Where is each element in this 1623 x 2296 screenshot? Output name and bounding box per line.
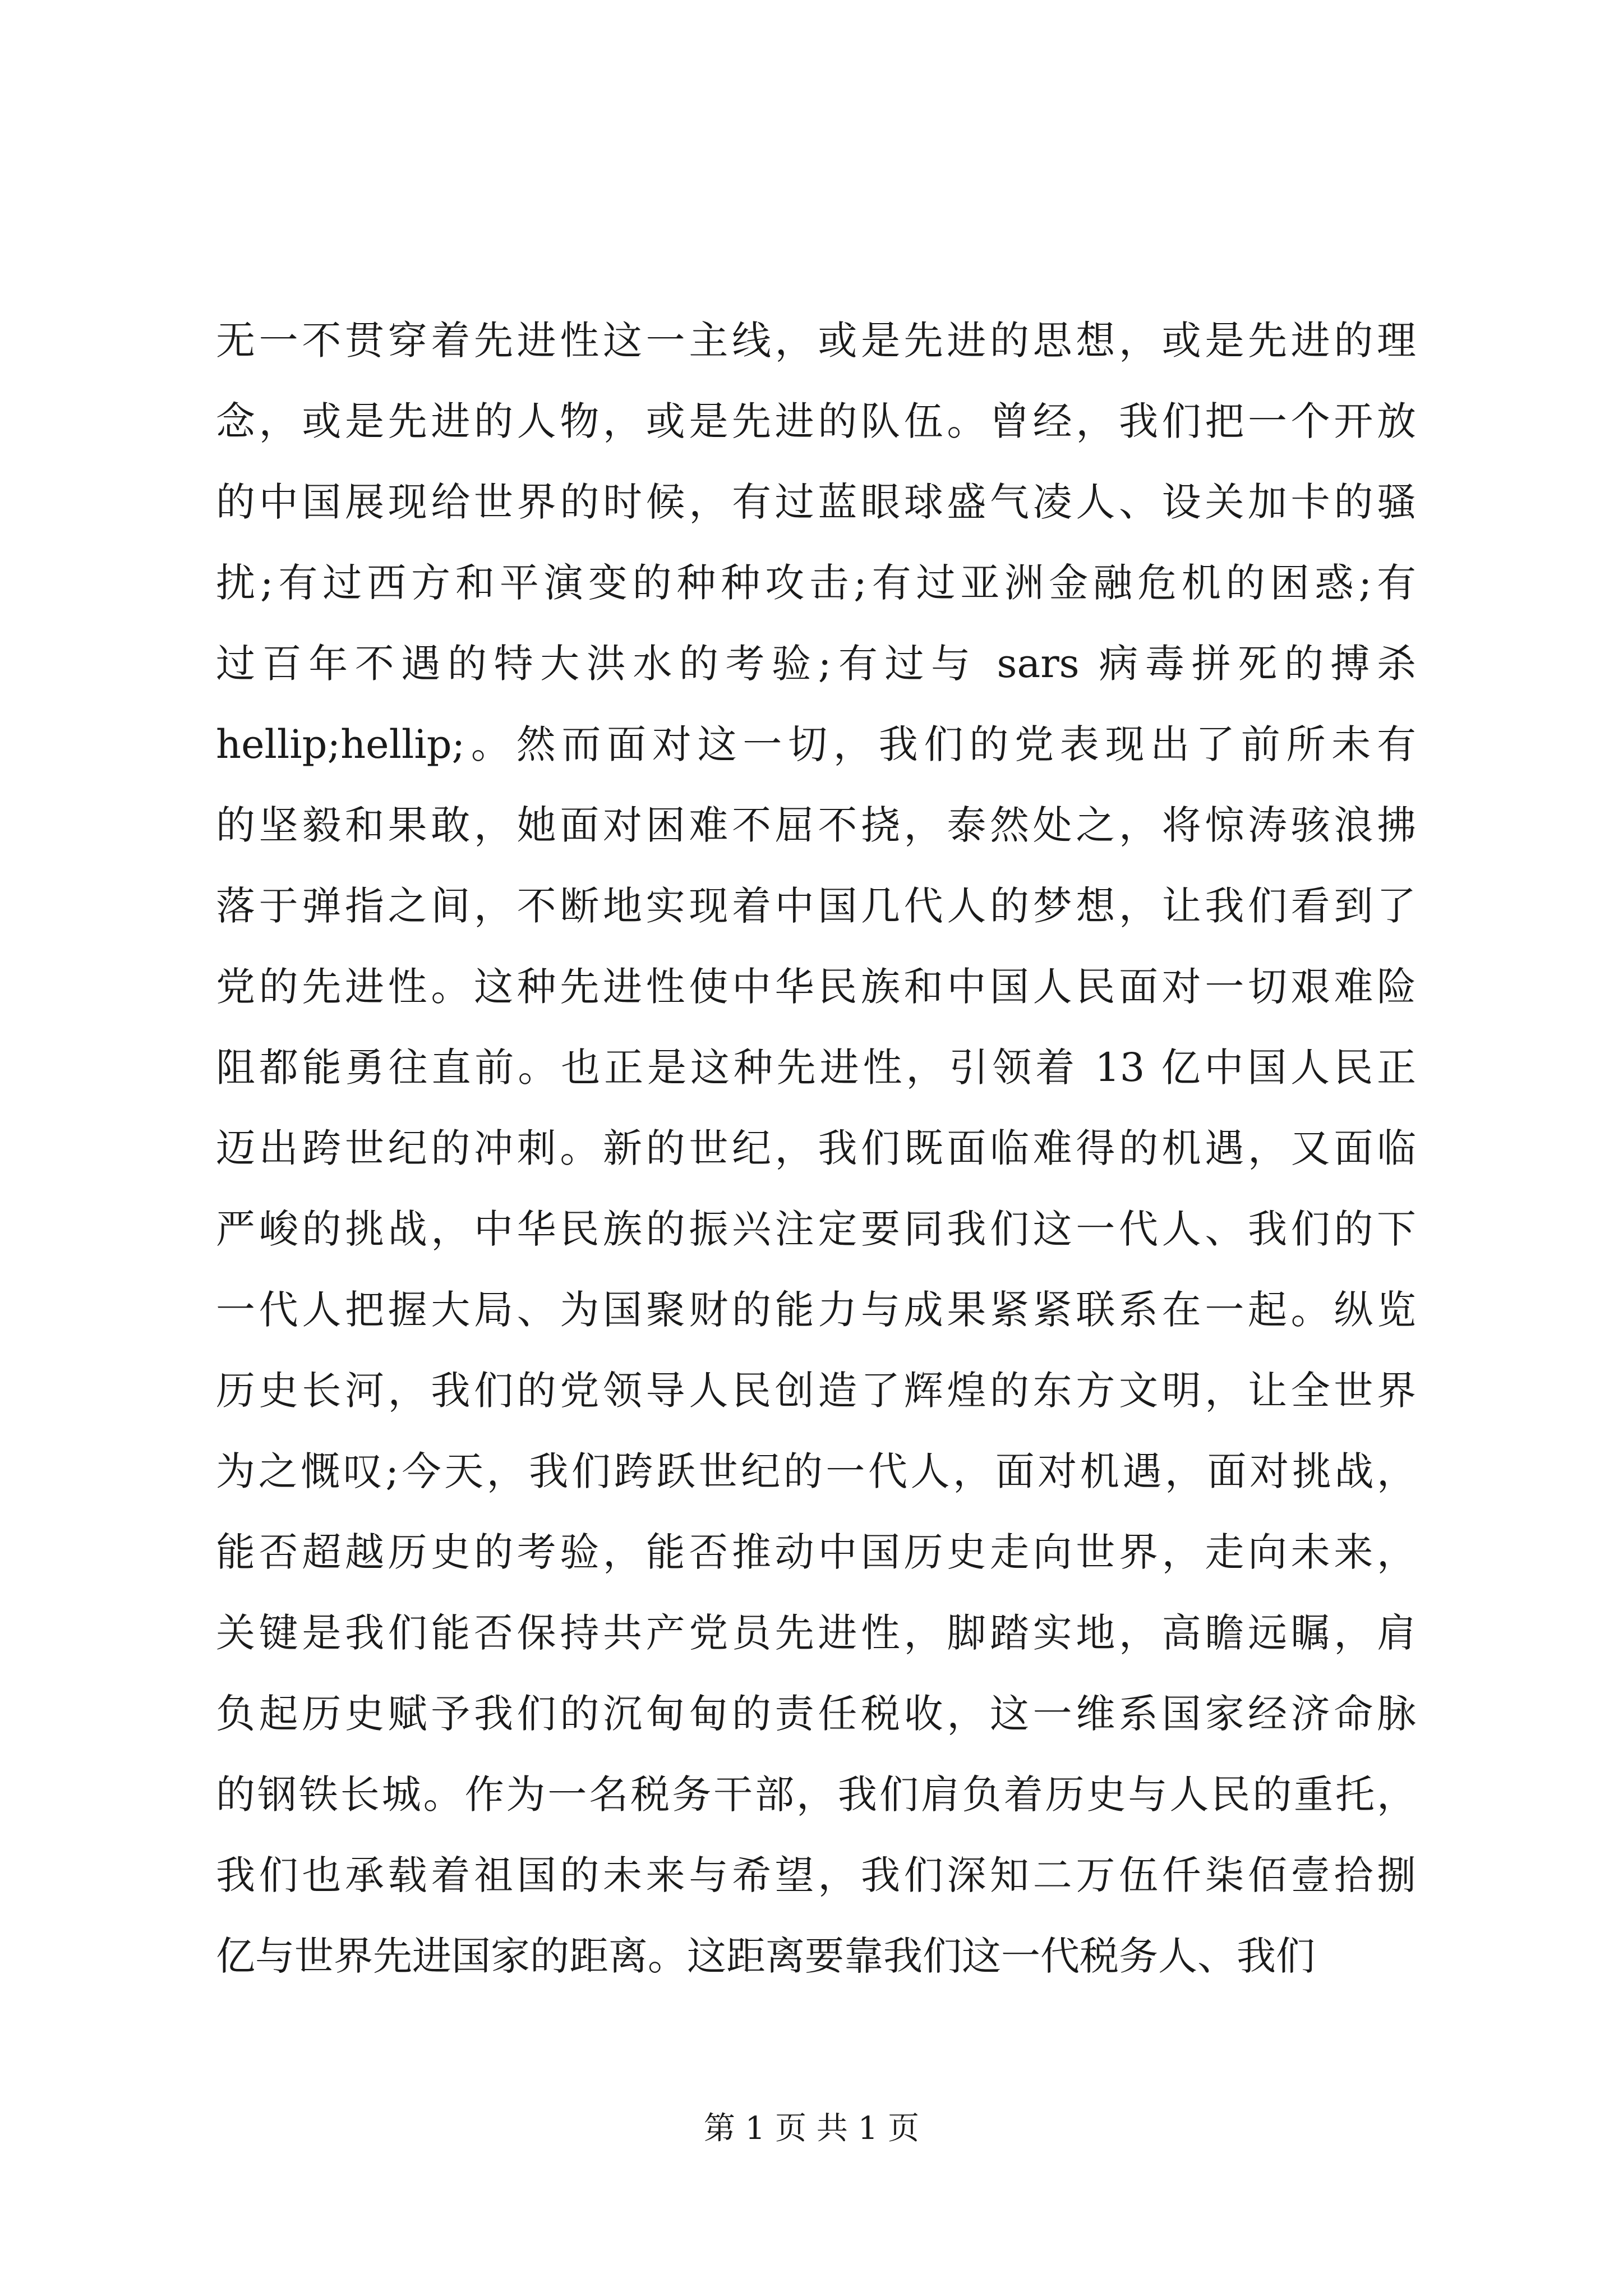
text-line-19: 的钢铁长城。作为一名税务干部，我们肩负着历史与人民的重托，: [216, 1772, 1416, 1818]
text-line-21: 亿与世界先进国家的距离。这距离要靠我们这一代税务人、我们: [216, 1933, 1315, 1979]
text-line-1: 无一不贯穿着先进性这一主线，或是先进的思想，或是先进的理: [216, 318, 1416, 364]
text-line-18: 负起历史赋予我们的沉甸甸的责任税收，这一维系国家经济命脉: [216, 1691, 1416, 1737]
text-line-14: 历史长河，我们的党领导人民创造了辉煌的东方文明，让全世界: [216, 1368, 1416, 1414]
text-line-17: 关键是我们能否保持共产党员先进性，脚踏实地，高瞻远瞩，肩: [216, 1610, 1416, 1656]
text-line-8: 落于弹指之间，不断地实现着中国几代人的梦想，让我们看到了: [216, 883, 1416, 929]
text-line-16: 能否超越历史的考验，能否推动中国历史走向世界，走向未来，: [216, 1529, 1416, 1575]
text-line-9: 党的先进性。这种先进性使中华民族和中国人民面对一切艰难险: [216, 964, 1416, 1010]
text-line-7: 的坚毅和果敢，她面对困难不屈不挠，泰然处之，将惊涛骇浪拂: [216, 802, 1416, 848]
text-line-2: 念，或是先进的人物，或是先进的队伍。曾经，我们把一个开放: [216, 398, 1416, 444]
body-text: [216, 300, 1416, 1996]
text-line-13: 一代人把握大局、为国聚财的能力与成果紧紧联系在一起。纵览: [216, 1287, 1416, 1333]
text-line-5: 过百年不遇的特大洪水的考验;有过与 sars 病毒拼死的搏杀: [216, 641, 1416, 687]
text-line-4: 扰;有过西方和平演变的种种攻击;有过亚洲金融危机的困惑;有: [216, 560, 1416, 606]
text-line-3: 的中国展现给世界的时候，有过蓝眼球盛气凌人、设关加卡的骚: [216, 479, 1416, 525]
text-line-11: 迈出跨世纪的冲刺。新的世纪，我们既面临难得的机遇，又面临: [216, 1125, 1416, 1171]
text-line-15: 为之慨叹;今天，我们跨跃世纪的一代人，面对机遇，面对挑战，: [216, 1448, 1416, 1494]
text-line-6: hellip;hellip;。然而面对这一切，我们的党表现出了前所未有: [216, 721, 1416, 767]
page-number-label: 第 1 页 共 1 页: [703, 2110, 920, 2147]
text-line-12: 严峻的挑战，中华民族的振兴注定要同我们这一代人、我们的下: [216, 1206, 1416, 1252]
page-footer: [0, 2106, 1623, 2151]
text-line-20: 我们也承载着祖国的未来与希望，我们深知二万伍仟柒佰壹拾捌: [216, 1852, 1416, 1898]
text-line-10: 阻都能勇往直前。也正是这种先进性，引领着 13 亿中国人民正: [216, 1045, 1416, 1091]
